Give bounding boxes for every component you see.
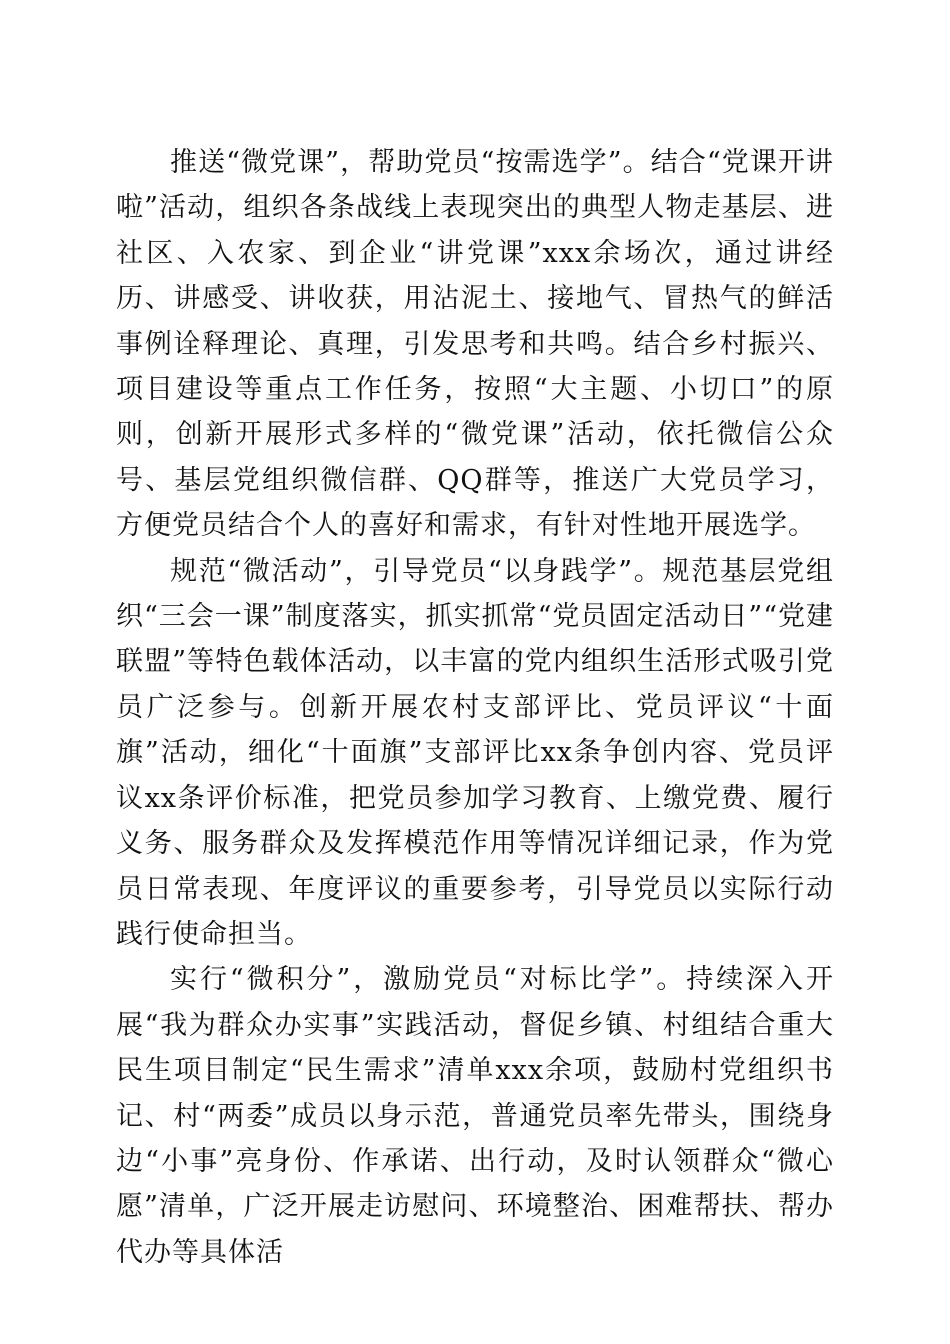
paragraph-micro-party-lesson: 推送“微党课”，帮助党员“按需选学”。结合“党课开讲啦”活动，组织各条战线上表现突出的典型人物走基层、进社区、入农家、到企业“讲党课”xxx余场次，通过讲经历、讲感受、讲收获，用沾泥土、接地气、冒热气的鲜活事例诠释理论、真理，引发思考和共鸣。结合乡村振兴、项目建设等重点工作任务，按照“大主题、小切口”的原则，创新开展形式多样的“微党课”活动，依托微信公众号、基层党组织微信群、QQ群等，推送广大党员学习，方便党员结合个人的喜好和需求，有针对性地开展选学。: [116, 147, 834, 542]
paragraph-micro-activity: 规范“微活动”，引导党员“以身践学”。规范基层党组织“三会一课”制度落实，抓实抓常“党员固定活动日”“党建联盟”等特色载体活动，以丰富的党内组织生活形式吸引党员广泛参与。创新开展农村支部评比、党员评议“十面旗”活动，细化“十面旗”支部评比xx条争创内容、党员评议xx条评价标准，把党员参加学习教育、上缴党费、履行义务、服务群众及发挥模范作用等情况详细记录，作为党员日常表现、年度评议的重要参考，引导党员以实际行动践行使命担当。: [116, 555, 835, 950]
body-text: [116, 140, 834, 1275]
paragraph-micro-points: 实行“微积分”，激励党员“对标比学”。持续深入开展“我为群众办实事”实践活动，督促乡镇、村组结合重大民生项目制定“民生需求”清单xxx余项，鼓励村党组织书记、村“两委”成员以身示范，普通党员率先带头，围绕身边“小事”亮身份、作承诺、出行动，及时认领群众“微心愿”清单，广泛开展走访慰问、环境整治、困难帮扶、帮办代办等具体活: [116, 964, 834, 1268]
